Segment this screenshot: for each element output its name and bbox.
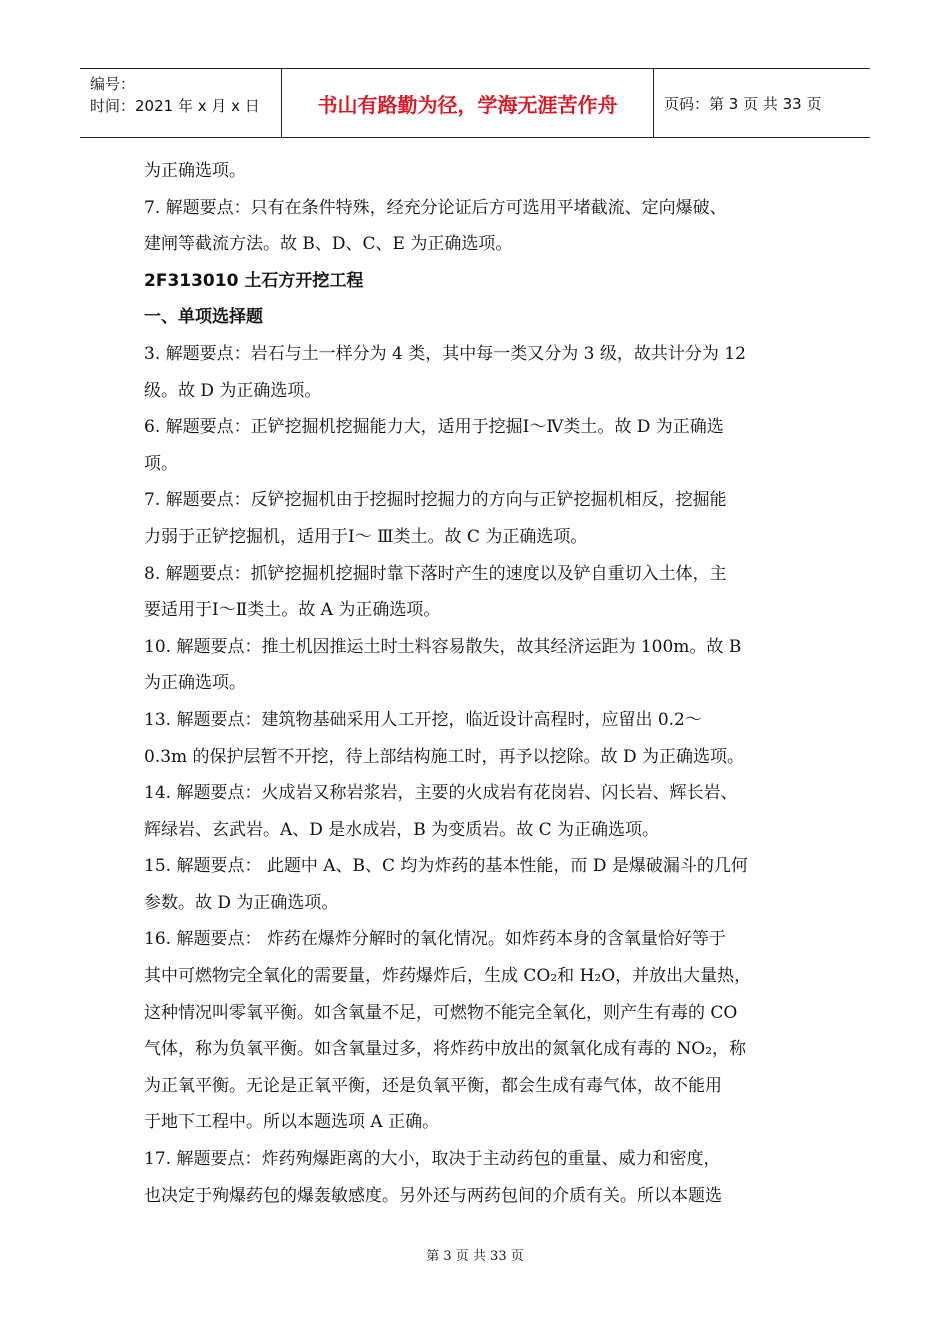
text-line: 13. 解题要点：建筑物基础采用人工开挖，临近设计高程时，应留出 0.2～	[144, 709, 702, 730]
text-line: 辉绿岩、玄武岩。A、D 是水成岩，B 为变质岩。故 C 为正确选项。	[144, 819, 660, 840]
text-line: 6. 解题要点：正铲挖掘机挖掘能力大，适用于挖掘Ⅰ～Ⅳ类土。故 D 为正确选	[144, 417, 724, 438]
text-line: 10. 解题要点：推土机因推运土时土料容易散失，故其经济运距为 100m。故 B	[144, 636, 742, 657]
text-line: 级。故 D 为正确选项。	[144, 380, 322, 401]
text-line: 这种情况叫零氧平衡。如含氧量不足，可燃物不能完全氧化，则产生有毒的 CO	[144, 1002, 738, 1023]
header-page-info: 页码：第 3 页 共 33 页	[664, 94, 822, 113]
text-line: 参数。故 D 为正确选项。	[144, 892, 339, 913]
text-line: 3. 解题要点：岩石与土一样分为 4 类，其中每一类又分为 3 级，故共计分为 12	[144, 343, 746, 364]
text-line: 力弱于正铲挖掘机，适用于Ⅰ～ Ⅲ类土。故 C 为正确选项。	[144, 526, 588, 547]
text-line: 为正确选项。	[144, 161, 246, 181]
text-line: 气体，称为负氧平衡。如含氧量过多，将炸药中放出的氮氧化成有毒的 NO₂，称	[144, 1039, 747, 1060]
page-footer: 第 3 页 共 33 页	[426, 1249, 524, 1264]
text-line: 7. 解题要点：只有在条件特殊，经充分论证后方可选用平堵截流、定向爆破、	[144, 197, 727, 218]
text-line: 15. 解题要点： 此题中 A、B、C 均为炸药的基本性能，而 D 是爆破漏斗的几何	[144, 856, 748, 877]
serial-label: 编号：	[90, 75, 136, 93]
text-line: 为正确选项。	[144, 673, 246, 694]
text-line: 也决定于殉爆药包的爆轰敏感度。另外还与两药包间的介质有关。所以本题选	[144, 1185, 722, 1206]
header-meta	[80, 69, 282, 137]
text-line: 14. 解题要点：火成岩又称岩浆岩，主要的火成岩有花岗岩、闪长岩、辉长岩、	[144, 783, 738, 804]
text-line: 7. 解题要点：反铲挖掘机由于挖掘时挖掘力的方向与正铲挖掘机相反，挖掘能	[144, 490, 727, 511]
text-line: 17. 解题要点：炸药殉爆距离的大小，取决于主动药包的重量、威力和密度，	[144, 1149, 721, 1170]
text-line: 16. 解题要点： 炸药在爆炸分解时的氧化情况。如炸药本身的含氧量恰好等于	[144, 929, 726, 950]
section-heading: 2F313010 土石方开挖工程	[144, 270, 364, 291]
document-body	[144, 153, 814, 1214]
page-header	[80, 68, 870, 138]
text-line: 0.3m 的保护层暂不开挖，待上部结构施工时，再予以挖除。故 D 为正确选项。	[144, 746, 744, 767]
text-line: 8. 解题要点：抓铲挖掘机挖掘时靠下落时产生的速度以及铲自重切入土体，主	[144, 563, 727, 584]
text-line: 项。	[144, 453, 178, 474]
text-line: 建闸等截流方法。故 B、D、C、E 为正确选项。	[144, 234, 513, 255]
text-line: 其中可燃物完全氧化的需要量，炸药爆炸后，生成 CO₂和 H₂O，并放出大量热，	[144, 966, 752, 987]
time-label: 时间：2021 年 x 月 x 日	[90, 97, 260, 115]
header-motto: 书山有路勤为径，学海无涯苦作舟	[282, 69, 654, 137]
text-line: 要适用于Ⅰ～Ⅱ类土。故 A 为正确选项。	[144, 600, 441, 621]
text-line: 为正氧平衡。无论是正氧平衡，还是负氧平衡，都会生成有毒气体，故不能用	[144, 1075, 722, 1096]
section-heading: 一、单项选择题	[144, 307, 263, 328]
text-line: 于地下工程中。所以本题选项 A 正确。	[144, 1112, 440, 1133]
